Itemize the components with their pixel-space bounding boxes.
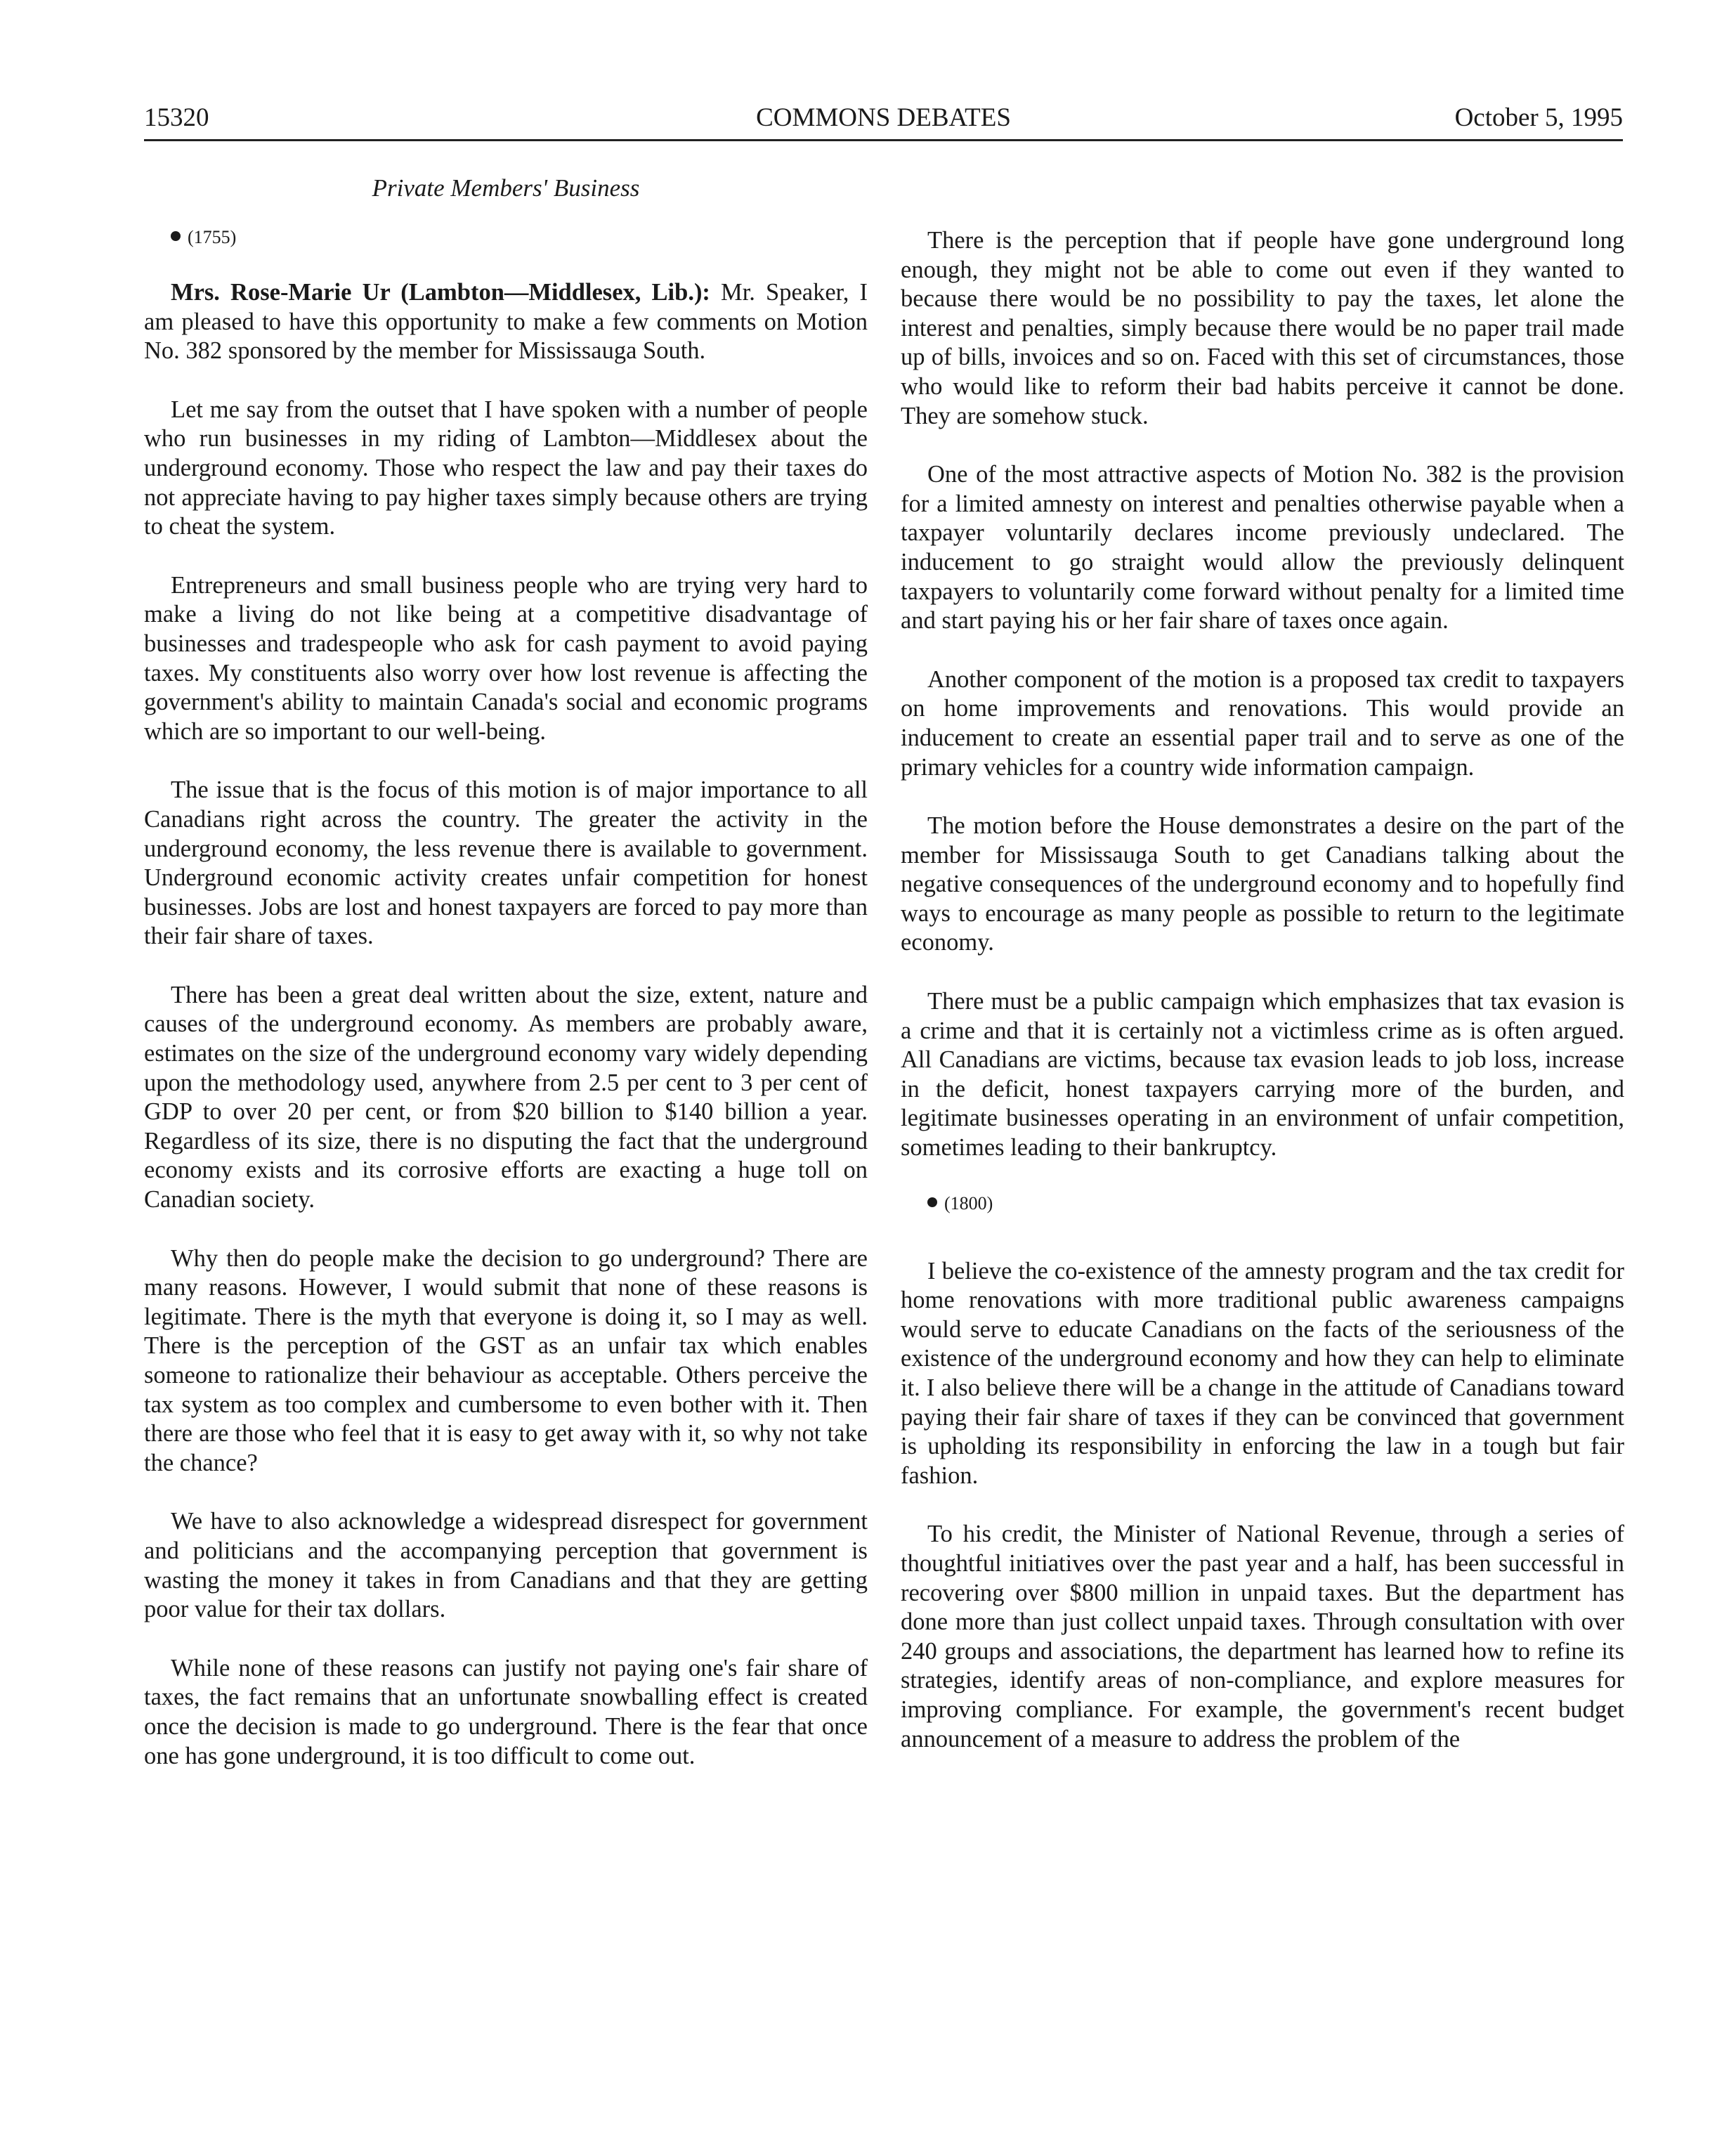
page-number: 15320 (144, 103, 209, 132)
left-column (144, 226, 868, 1800)
paragraph: We have to also acknowledge a widespread disrespect for government and politicians and the accompanying perception that government is wasting the money it takes in from Canadians and that they are getting poor value for their tax dollars. (144, 1508, 868, 1623)
timestamp-marker (144, 226, 868, 249)
speaker-name: Mrs. Rose-Marie Ur (Lambton—Middlesex, Lib.): (171, 279, 710, 306)
section-title: Private Members' Business (372, 174, 640, 202)
paragraph: There has been a great deal written about the size, extent, nature and causes of the underground economy. As members are probably aware, estimates on the size of the underground economy vary widely depending upon the methodology used, anywhere from 2.5 per cent to 3 per cent of GDP to over 20 per cent, or from $20 billion to $140 billion a year. Regardless of its size, there is no disputing the fact that the underground economy exists and its corrosive efforts are exacting a huge toll on Canadian society. (144, 981, 868, 1214)
paragraph: To his credit, the Minister of National Revenue, through a series of thoughtful initiatives over the past year and a half, has been successful in recovering over $800 million in unpaid taxes. But the department has done more than just collect unpaid taxes. Through consultation with over 240 groups and associations, the department has learned how to refine its strategies, identify areas of non-compliance, and explore measures for improving compliance. For example, the government's recent budget announcement of a measure to address the problem of the (901, 1521, 1624, 1752)
page-date: October 5, 1995 (1454, 103, 1623, 132)
paragraph: Another component of the motion is a proposed tax credit to taxpayers on home improvements and renovations. This would provide an inducement to create an essential paper trail and to serve as one of the primary vehicles for a country wide information campaign. (901, 665, 1624, 781)
timestamp-marker (901, 1192, 1624, 1215)
paragraph: There is the perception that if people have gone underground long enough, they might not be able to come out even if they wanted to because there would be no possibility to pay the taxes, let alone the interest and penalties, simply because there would be no paper trail made up of bills, invoices and so on. Faced with this set of circumstances, those who would like to reform their bad habits perceive it cannot be done. They are somehow stuck. (901, 227, 1624, 429)
paragraph: The motion before the House demonstrates a desire on the part of the member for Mississauga South to get Canadians talking about the negative consequences of the underground economy and to hopefully find ways to encourage as many people as possible to return to the legitimate economy. (901, 812, 1624, 956)
bullet-icon (927, 1197, 937, 1207)
paragraph: One of the most attractive aspects of Motion No. 382 is the provision for a limited amnesty on interest and penalties otherwise payable when a taxpayer voluntarily declares income previously undeclared. The inducement to go straight would allow the previously delinquent taxpayers to voluntarily come forward without penalty for a limited time and start paying his or her fair share of taxes once again. (901, 461, 1624, 635)
speaker-paragraph (144, 278, 868, 366)
paragraph: The issue that is the focus of this motion is of major importance to all Canadians right across the country. The greater the activity in the underground economy, the less revenue there is available to government. Underground economic activity creates unfair competition for honest businesses. Jobs are lost and honest taxpayers are forced to pay more than their fair share of taxes. (144, 776, 868, 950)
paragraph: Let me say from the outset that I have spoken with a number of people who run businesses in my riding of Lambton—Middlesex about the underground economy. Those who respect the law and pay their taxes do not appreciate having to pay higher taxes simply because others are trying to cheat the system. (144, 396, 868, 540)
journal-title: COMMONS DEBATES (756, 103, 1011, 132)
speaker-text: Mr. Speaker, I am pleased to have this opportunity to make a few comments on Motion No. 382 sponsored by the member for Mississauga South. (144, 279, 868, 365)
paragraph: I believe the co-existence of the amnesty program and the tax credit for home renovations with more traditional public awareness campaigns would serve to educate Canadians on the facts of the seriousness of the existence of the underground economy and how they can help to eliminate it. I also believe there will be a change in the attitude of Canadians toward paying their fair share of taxes if they can be convinced that government is upholding its responsibility in enforcing the law in a tough but fair fashion. (901, 1257, 1624, 1489)
running-header (144, 103, 1623, 138)
paragraph: There must be a public campaign which emphasizes that tax evasion is a crime and that it is certainly not a victimless crime as is often argued. All Canadians are victims, because tax evasion leads to job loss, increase in the deficit, honest taxpayers carrying more of the burden, and legitimate businesses operating in an environment of unfair competition, sometimes leading to their bankruptcy. (901, 988, 1624, 1162)
header-rule (144, 139, 1623, 141)
paragraph: Entrepreneurs and small business people who are trying very hard to make a living do not like being at a competitive disadvantage of businesses and tradespeople who ask for cash payment to avoid paying taxes. My constituents also worry over how lost revenue is affecting the government's ability to maintain Canada's social and economic programs which are so important to our well-being. (144, 571, 868, 745)
timestamp-text: (1800) (944, 1192, 993, 1214)
bullet-icon (171, 231, 181, 241)
timestamp-text: (1755) (188, 227, 237, 247)
paragraph: While none of these reasons can justify not paying one's fair share of taxes, the fact remains that an unfortunate snowballing effect is created once the decision is made to go underground. There is the fear that once one has gone underground, it is too difficult to come out. (144, 1654, 868, 1769)
right-column (901, 226, 1624, 1783)
paragraph: Why then do people make the decision to go underground? There are many reasons. However, I would submit that none of these reasons is legitimate. There is the myth that everyone is doing it, so I may as well. There is the perception of the GST as an unfair tax which enables someone to rationalize their behaviour as acceptable. Others perceive the tax system as too complex and cumbersome to even bother with it. Then there are those who feel that it is easy to get away with it, so why not take the chance? (144, 1244, 868, 1476)
